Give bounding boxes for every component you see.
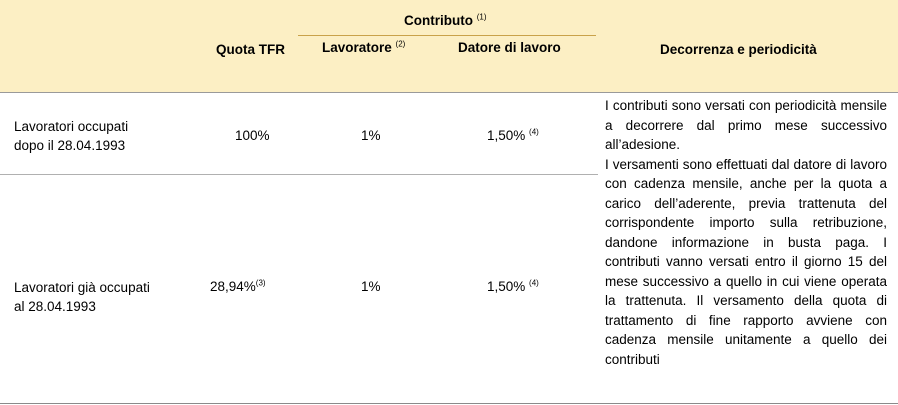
decorrenza-paragraph-2: I versamenti sono effettuati dal datore di lavoro con cadenza mensile, anche per la quota a carico dell’aderente, previa trattenuta del corrispondente importo sulla retribuzione, dandone informazione in busta paga. I contributi vanno versati entro il giorno 15 del mese successivo a quello in cui viene operata la trattenuta. Il versamento della quota di trattamento di fine rapporto avviene con cadenza mensile unitamente a quello dei contributi: [605, 156, 887, 367]
table-bottom-border: [0, 403, 898, 404]
row1-label-line2: dopo il 28.04.1993: [14, 138, 126, 153]
row2-datore-footnote: (4): [529, 278, 539, 288]
row2-quota: 28,94%$^{(3)}$: [210, 278, 266, 294]
row1-datore: 1,50% $^{(4)}$: [487, 127, 539, 143]
contributo-divider: [298, 35, 596, 36]
row2-lavoratore: 1%: [361, 279, 381, 294]
decorrenza-text: [605, 96, 887, 369]
row2-quota-footnote: (3): [255, 278, 266, 288]
decorrenza-paragraph-1: I contributi sono versati con periodicità mensile a decorrere dal primo mese successivo all’adesione.: [605, 98, 887, 152]
row2-label-line1: Lavoratori già occupati: [14, 280, 150, 295]
contributo-footnote: (1): [476, 12, 487, 22]
header-lavoratore: Lavoratore $^{(2)}$: [322, 39, 406, 55]
row1-label: [14, 117, 128, 155]
header-quota-tfr: Quota TFR: [216, 42, 285, 57]
row1-lavoratore: 1%: [361, 128, 381, 143]
row2-datore: 1,50% $^{(4)}$: [487, 278, 539, 294]
header-decorrenza: Decorrenza e periodicità: [660, 42, 817, 57]
row2-label: [14, 278, 150, 316]
header-contributo: Contributo $^{(1)}$: [404, 12, 487, 28]
row1-quota: 100%: [235, 128, 270, 143]
lavoratore-footnote: (2): [395, 39, 406, 49]
row-divider: [0, 174, 598, 175]
row2-label-line2: al 28.04.1993: [14, 299, 96, 314]
header-datore: Datore di lavoro: [458, 40, 561, 55]
table-header: [0, 0, 898, 93]
row1-label-line1: Lavoratori occupati: [14, 119, 129, 134]
row1-datore-footnote: (4): [529, 127, 539, 137]
